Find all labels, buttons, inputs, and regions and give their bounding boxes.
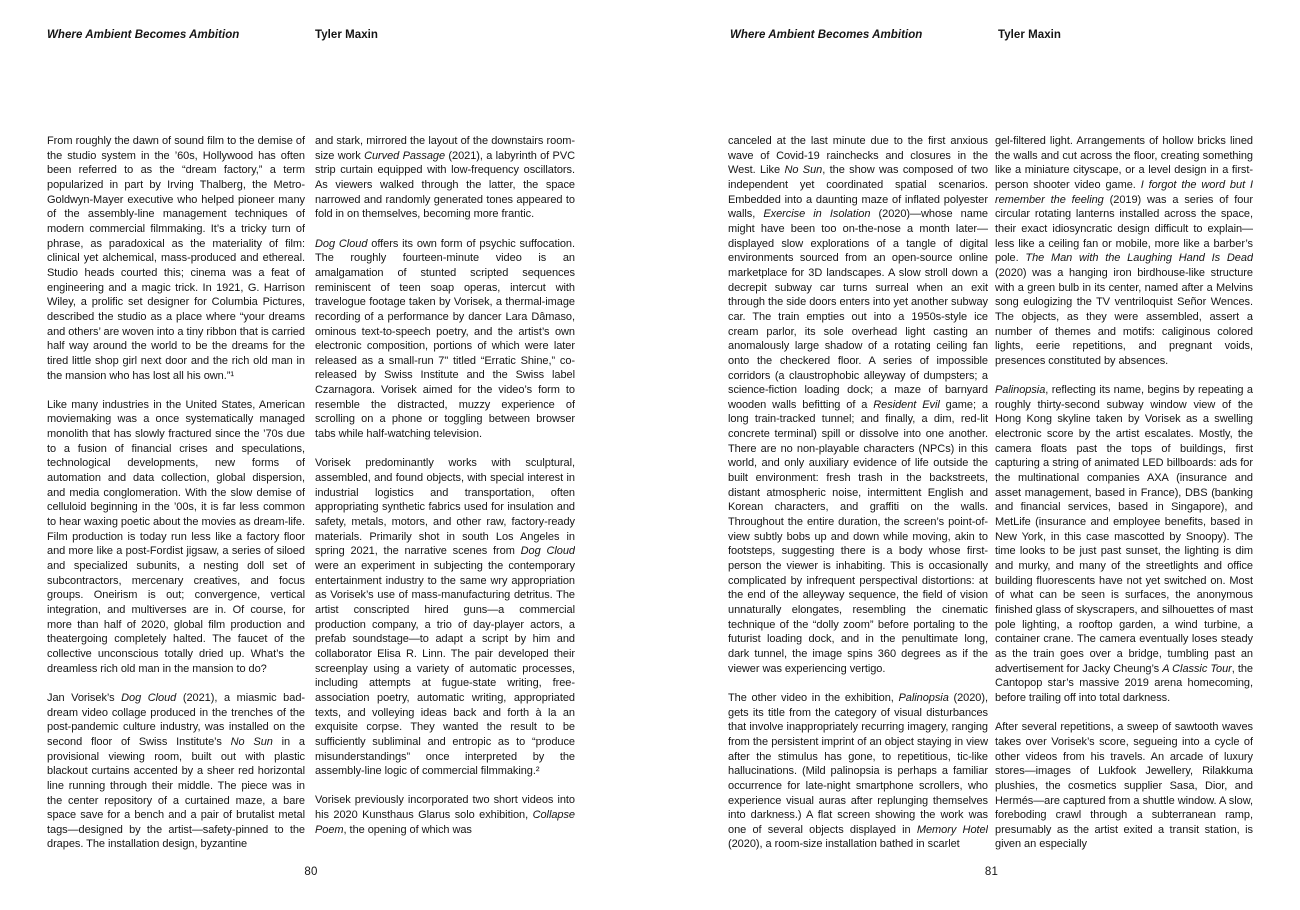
paragraph [315, 456, 575, 778]
paragraph [995, 383, 1253, 705]
text-segment: game; a long train-tracked tunnel; and finally, a dim, red-lit concrete terminal) spill or dissolve into one another. There are no non-playable characters (NPCs) in this world, and only auxiliary evidence of life outside the built environment: fresh trash in the backstreets, distant atmospheric noise, intermittent English and Korean characters, and graffiti on the walls. Throughout the entire duration, the screen’s point-of-view subtly bobs up and down while moving, akin to footsteps, suggesting there is a body whose first-person the viewer is inhabiting. This is occasionally complicated by infrequent perspectival distortions: at the end of the alleyway sequence, the field of vision unnaturally elongates, resembling the cinematic technique of the “dolly zoom” before portaling to the futurist loading dock, and in the penultimate long, dark tunnel, the image spins 360 degrees as if the viewer was experiencing vertigo. [728, 398, 988, 675]
text-segment: (2020), gets its title from the category of visual disturbances that involve inappropriately recurring imagery, ranging from the persistent imprint of an object staying in view after the stimulus has gone, to repetitious, tic-like hallucinations. (Mild palinopsia is perhaps a familiar occurrence for late-night smartphone scrollers, who experience visual auras after replunging themselves into darkness.) A flat screen showing the work was one of several objects displayed in [728, 691, 988, 836]
work-title: I forgot the word but I remember the feeling [995, 178, 1253, 206]
work-title: No Sun [784, 164, 823, 177]
work-title: Memory Hotel [916, 823, 988, 836]
text-column-1 [47, 134, 305, 850]
paragraph [995, 720, 1253, 850]
work-title: The Man with the Laughing Hand Is Dead [1025, 252, 1253, 265]
work-title: Palinopsia [898, 691, 949, 704]
running-header-title-left: Where Ambient Becomes Ambition [47, 29, 240, 41]
text-segment: (2021), a labyrinth of PVC strip curtain equipped with low-frequency oscillators. As viewers walked through the latter, the space narrowed and randomly generated tones appeared to fold in on themselves, becoming more frantic. [315, 149, 575, 221]
text-segment: , the Cantopop star’s massive 2019 arena homecoming, before trailing off into total darkness. [995, 662, 1253, 704]
text-segment: in a provisional viewing room, built out with plastic blackout curtains accented by a sheer red horizontal line running through their middle. The piece was in the center repository of a curtained maze, a bare space save for a bench and a pair of brutalist metal tags—designed by the artist—safety-pinned to the drapes. The installation design, byzantine [47, 735, 305, 850]
work-title: No Sun [230, 735, 273, 748]
work-title: Collapse Poem [315, 809, 575, 836]
text-segment: (2020)—whose name might have been too on-the-nose a month later—displayed slow explorations of a tangle of digital environments sourced from an open-source online marketplace for 3D landscapes. A slow stroll down a decrepit subway car turns surreal when an exit through the side doors enters into yet another subway car. The train empties out into a 1950s-style ice cream parlor, its sole overhead light casting an anomalously large shadow of a rotating ceiling fan onto the checkered floor. A series of impossible corridors (a claustrophobic alleyway of dumpsters; a science-fiction loading dock; a maze of barnyard wooden walls befitting of a [728, 208, 988, 411]
text-segment: Vorisek predominantly works with sculptural, assembled, and found objects, with special interest in industrial logistics and transportation, often appropriating synthetic fabrics used for insulation and safety, metals, motors, and other raw, factory-ready materials. Primarily shot in south Los Angeles in spring 2021, the narrative scenes from [315, 457, 575, 558]
text-segment: offers its own form of psychic suffocation. The roughly fourteen-minute video is an amalgamation of stunted scripted sequences reminiscent of teen soap operas, intercut with travelogue footage taken by Vorisek, a thermal-image recording of a performance by dancer Lara Dâmaso, ominous text-to-speech poetry, and the artist’s own electronic composition, portions of which were later released as a small-run 7" titled “Erratic Shine,” co-released by Swiss Institute and the Swiss label Czarnagora. Vorisek aimed for the video’s form to resemble the distracted, muzzy experience of scrolling on a phone or toggling between browser tabs while half-watching television. [315, 237, 575, 441]
text-segment: (2020) was a hanging iron birdhouse-like structure with a green bulb in its center, named after a Melvins song eulogizing the TV ventriloquist Señor Wences. The objects, as they were assembled, assert a number of themes and motifs: caliginous colored lights, eerie repetitions, and pregnant voids, presences constituted by absences. [995, 266, 1253, 367]
work-title: Resident Evil [873, 398, 940, 411]
text-segment: (2021), a miasmic bad-dream video collage produced in the trenches of the post-pandemic culture industry, was installed on the second floor of Swiss Institute’s [47, 691, 305, 748]
work-title: Palinopsia [995, 384, 1046, 397]
text-column-2 [315, 134, 575, 837]
text-segment: Vorisek previously incorporated two short videos into his 2020 Kunsthaus Glarus solo exhibition, [315, 794, 575, 822]
text-segment: Jan Vorisek’s [47, 691, 122, 704]
paragraph [47, 691, 305, 850]
text-segment: The other video in the exhibition, [728, 691, 899, 704]
text-segment: canceled at the last minute due to the first anxious wave of Covid-19 rainchecks and closures in the West. Like [728, 135, 988, 177]
work-title: Dog Cloud [121, 691, 177, 704]
text-column-3 [728, 134, 988, 850]
work-title: A Classic Tour [1162, 662, 1232, 675]
paragraph [315, 134, 575, 222]
text-segment: From roughly the dawn of sound film to the demise of the studio system in the ’60s, Hollywood has often been referred to as the “dream factory,” a term popularized in part by Irving Thalberg, the Metro-Goldwyn-Mayer executive who helped pioneer many of the assembly-line management techniques of modern commercial filmmaking. It’s a tricky turn of phrase, as paradoxical as the materiality of film: clinical yet alchemical, mass-produced and ethereal. Studio heads courted this; cinema was a feat of engineering and a magic trick. In 1921, G. Harrison Wiley, a prolific set designer for Columbia Pictures, described the studio as a place where “your dreams and others’ are woven into a tiny ribbon that is carried half way around the world to be the dreams for the tired little shop girl next door and the rich old man in the mansion who has lost all his own.”¹ [47, 135, 305, 382]
text-column-4 [995, 134, 1253, 850]
text-segment: (2020), a room-size installation bathed in scarlet [728, 838, 960, 850]
paragraph [47, 398, 305, 676]
running-header-title-right: Where Ambient Becomes Ambition [730, 29, 923, 41]
work-title: Curved Passage [364, 149, 446, 162]
work-title: Dog Cloud [315, 237, 368, 250]
text-segment: were an experiment in subjecting the contemporary entertainment industry to the same wry appropriation as Vorisek’s use of mass-manufacturing detritus. The artist conscripted hired guns—a commercial production company, a trio of day-player actors, a prefab soundstage—to adapt a script by him and collaborator Elisa R. Linn. The pair developed their screenplay using a variety of automatic processes, including attempts at fugue-state writing, free-association poetry, automatic writing, appropriated texts, and volleying ideas back and forth à la an exquisite corpse. They wanted the result to be sufficiently subliminal and entropic as to “produce misunderstandings” once interpreted by the assembly-line logic of commercial filmmaking.² [315, 560, 575, 778]
work-title: Dog Cloud [520, 545, 575, 558]
running-header-author-left: Tyler Maxin [315, 29, 378, 41]
text-segment: gel-filtered light. Arrangements of hollow bricks lined the walls and cut across the floor, creating something like a miniature cityscape, or a level design in a first-person shooter video game. [995, 135, 1253, 191]
text-segment: , the show was composed of two independent yet coordinated spatial scenarios. Embedded into a daunting maze of inflated polyester walls, [728, 164, 988, 221]
text-segment: (2019) was a series of four circular rotating lanterns installed across the space, their exact idiosyncratic design difficult to explain—less like a ceiling fan or mobile, more like a barber’s pole. [995, 193, 1253, 265]
paragraph [728, 691, 988, 850]
running-header-author-right: Tyler Maxin [998, 29, 1061, 41]
work-title: Exercise in Isolation [763, 208, 871, 221]
paragraph [47, 134, 305, 383]
text-segment: After several repetitions, a sweep of sawtooth waves takes over Vorisek’s score, segueing into a cycle of other videos from his travels. An arcade of luxury stores—images of Lukfook Jewellery, Rilakkuma plushies, the cosmetics supplier Sasa, Dior, and Hermés—are captured from a shuttle window. A slow, foreboding crawl through a subterranean ramp, presumably as the artist exited a transit station, is given an especially [995, 721, 1253, 850]
paragraph [315, 237, 575, 442]
page-number-left: 80 [304, 866, 318, 878]
text-segment: , reflecting its name, begins by repeating a roughly thirty-second subway window view of the Hong Kong skyline taken by Vorisek as a swelling electronic score by the artist escalates. Mostly, the camera floats past the tops of buildings, first capturing a string of animated LED billboards: ads for the multinational companies AXA (insurance and asset management, based in France), DBS (banking and financial services, based in Singapore), and MetLife (insurance and employee benefits, based in New York, in this case mascotted by Snoopy). The time looks to be just past sunset, the lighting is dim and murky, and many of the streetlights and office building fluorescents have not yet switched on. Most of what can be seen is surfaces, the anonymous finished glass of skyscrapers, and silhouettes of mast pole lighting, a rooftop garden, a wind turbine, a container crane. The camera eventually loses steady as the train goes over a bridge, tumbling past an advertisement for Jacky Cheung’s [995, 384, 1253, 675]
paragraph [995, 134, 1253, 369]
paragraph [728, 134, 988, 676]
paragraph [315, 793, 575, 837]
text-segment: and stark, mirrored the layout of the downstairs room-size work [315, 135, 575, 162]
text-segment: , the opening of which was [343, 823, 472, 836]
page-number-right: 81 [984, 866, 999, 878]
text-segment: Like many industries in the United States, American moviemaking was a once systematically managed monolith that has slowly fractured since the ’70s due to a fusion of financial crises and speculations, technological developments, new forms of automation and data collection, global dispersion, and media conglomeration. With the slow demise of celluloid beginning in the ’00s, it is far less common to hear waxing poetic about the movies as dream-life. Film production is today run less like a factory floor and more like a post-Fordist jigsaw, a series of siloed and specialized subunits, a nesting doll set of subcontractors, mercenary creatives, and focus groups. Oneirism is out; convergence, vertical integration, and multiverses are in. Of course, for more than half of 2020, global film production and theatergoing completely halted. The faucet of the collective unconscious totally dried up. What’s the dreamless rich old man in the mansion to do? [47, 398, 305, 675]
